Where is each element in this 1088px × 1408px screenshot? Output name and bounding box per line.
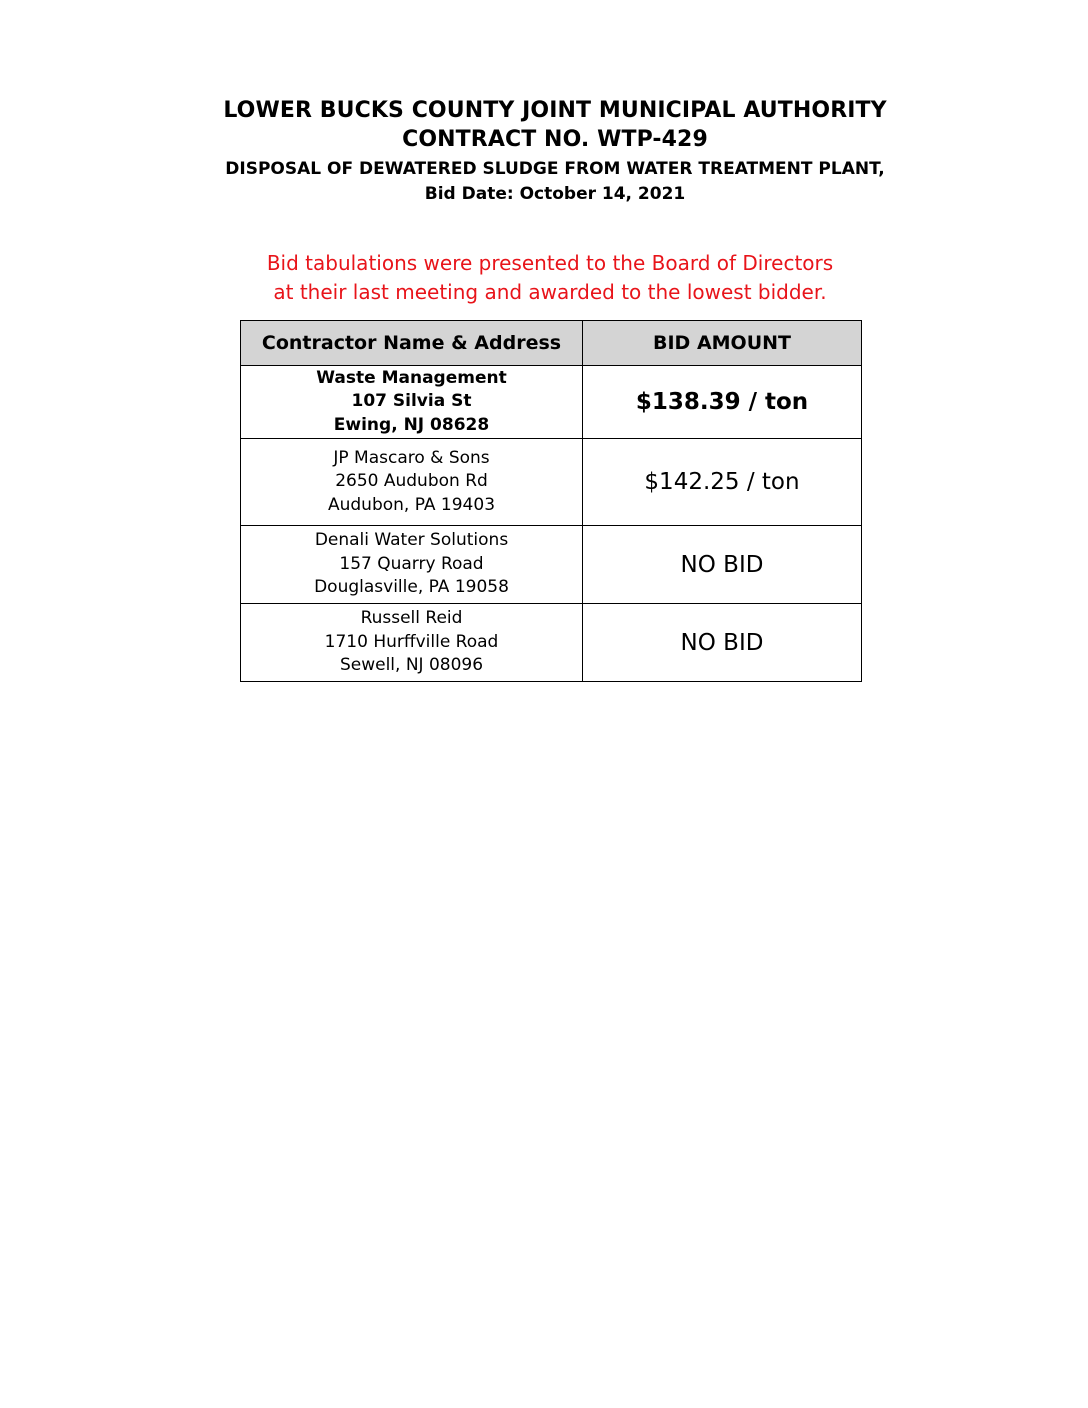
award-notice [0,249,1088,307]
contractor-street: 2650 Audubon Rd [335,471,488,492]
table-row [241,439,862,526]
bid-amount: $138.39 / ton [583,366,862,439]
table-row [241,604,862,682]
contractor-city: Douglasville, PA 19058 [314,577,509,598]
contractor-street: 157 Quarry Road [339,553,484,574]
column-header-bid-amount: BID AMOUNT [583,321,862,366]
table-row [241,366,862,439]
contractor-name: Waste Management [316,367,507,388]
contractor-street: 107 Silvia St [351,391,472,412]
document-header [0,96,1088,206]
contractor-name: JP Mascaro & Sons [333,447,490,468]
contract-description: DISPOSAL OF DEWATERED SLUDGE FROM WATER TREATMENT PLANT, [225,159,885,179]
authority-title: LOWER BUCKS COUNTY JOINT MUNICIPAL AUTHORITY [223,98,887,123]
bid-tabulation-table [240,320,862,682]
bid-amount: NO BID [583,526,862,604]
contractor-cell [241,526,583,604]
contractor-street: 1710 Hurffville Road [324,631,499,652]
contractor-city: Audubon, PA 19403 [327,494,496,515]
bid-date: Bid Date: October 14, 2021 [424,184,686,204]
contractor-city: Sewell, NJ 08096 [339,655,484,676]
contractor-cell [241,366,583,439]
table-row [241,526,862,604]
column-header-contractor: Contractor Name & Address [241,321,583,366]
table-header-row [241,321,862,366]
contractor-cell [241,439,583,526]
award-notice-line-1: Bid tabulations were presented to the Board of Directors [266,251,834,275]
award-notice-line-2: at their last meeting and awarded to the lowest bidder. [273,280,827,304]
contractor-city: Ewing, NJ 08628 [333,414,490,435]
contract-number: CONTRACT NO. WTP-429 [402,127,708,152]
contractor-name: Denali Water Solutions [314,530,509,551]
contractor-cell [241,604,583,682]
bid-amount: NO BID [583,604,862,682]
bid-amount: $142.25 / ton [583,439,862,526]
contractor-name: Russell Reid [360,608,463,629]
